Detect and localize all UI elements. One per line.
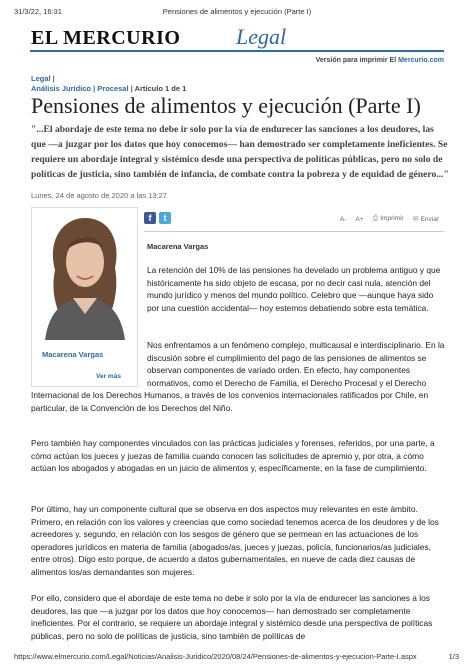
article-paragraph-1: La retención del 10% de las pensiones ha develado un problema antiguo y que históricamente ha sido objeto de escasa, por no decir casi nula, atención del mundo jurídico y menos del mundo político. Celebro que —aunque haya sido por una cuestión accidental— hoy estemos debatiendo sobre esta temática.: [147, 265, 441, 313]
author-photo: [33, 210, 134, 340]
send-button[interactable]: [413, 215, 439, 223]
print-version-prefix: Versión para imprimir El: [315, 57, 397, 64]
twitter-icon[interactable]: t: [159, 212, 171, 224]
send-label: Enviar: [420, 216, 440, 223]
print-button[interactable]: [373, 215, 404, 223]
author-more-link[interactable]: Ver más: [96, 373, 121, 380]
print-version-note: [316, 57, 444, 64]
section-logo[interactable]: Legal: [236, 24, 287, 49]
article-author: Macarena Vargas: [147, 242, 209, 251]
mail-icon: ✉: [412, 216, 419, 223]
author-card-name[interactable]: Macarena Vargas: [42, 350, 104, 359]
breadcrumb-path[interactable]: Análisis Jurídico | Procesal |: [31, 84, 133, 93]
article-lede: "...El abordaje de este tema no debe ir solo por la vía de endurecer las sanciones a los deudores, las que —a juzgar por los datos que hoy conocemos— han demostrado ser completamente ineficientes. Se requiere un abordaje integral y sistémico desde una perspectiva de políticas públicas, pero no solo de políticas de justicia, sino también de infancia, de combate contra la pobreza y de equidad de género...": [31, 124, 449, 180]
article-paragraph-5: Por ello, considero que el abordaje de este tema no debe ir solo por la vía de endurecer las sanciones a los deudores, las que —a juzgar por los datos que hoy conocemos— han demostrado ser completamente ineficientes. Por el contrario, se requiere un abordaje integral y sistémico desde una perspectiva de políticas públicas, pero no solo de políticas de justicia, sino también de políticas de: [31, 593, 433, 641]
facebook-icon[interactable]: f: [144, 212, 156, 224]
print-page-number: 1/3: [448, 652, 459, 661]
print-label: Imprimir: [380, 215, 404, 222]
article-paragraph-4: Por último, hay un componente cultural que se observa en dos aspectos muy relevantes en este ámbito. Primero, en relación con los valores y creencias que como sociedad tenemos acerca de los deudores y de los acreedores y, segundo, en relación con los sesgos de género que se permean en las actuaciones de los operadores jurídicos en materia de familia (abogados/as, jueces y juezas, policía, funcionarios/as judiciales, entre otros). Digo esto porque, de acuerdo a datos gubernamentales, en nueve de cada diez causas de alimentos los/as demandantes son mujeres.: [31, 504, 439, 577]
print-footer-url: https://www.elmercurio.com/Legal/Noticias/Analisis-Juridico/2020/08/24/Pensiones-de-alimentos-y-ejecucion-Parte-I.aspx: [14, 652, 417, 661]
printer-icon: ⎙: [372, 215, 379, 222]
font-increase-button[interactable]: A+: [355, 215, 364, 223]
article-paragraph-2: Nos enfrentamos a un fenómeno complejo, multicausal e interdisciplinario. En la discusión sobre el cumplimiento del pago de las pensiones de alimentos se observan componentes de variado orden. En efecto, hay componentes normativos, como el Derecho de Familia, el Derecho Procesal y el Derecho: [147, 340, 445, 388]
font-decrease-button[interactable]: A-: [340, 215, 347, 223]
breadcrumb-article-count: Artículo 1 de 1: [134, 84, 187, 93]
article-paragraph-3: Pero también hay componentes vinculados con las prácticas judiciales y forenses, referidos, por una parte, a cómo actúan los jueces y juezas de familia cuando conocen las solicitudes de apremio y, por otra, a cómo actúan los abogados y abogadas en un juicio de alimentos y, específicamente, en la fase de cumplimiento.: [31, 438, 435, 474]
article-toolbar: [340, 215, 439, 223]
print-version-link[interactable]: Mercurio.com: [398, 57, 444, 64]
article-paragraph-2-cont: Internacional de los Derechos Humanos, a través de los convenios internacionales ratificados por Chile, en particular, de la Convención de los Derechos del Niño.: [31, 390, 429, 413]
social-share: [144, 212, 171, 224]
brand-logo[interactable]: EL MERCURIO: [31, 27, 181, 49]
breadcrumb-section[interactable]: Legal |: [31, 74, 55, 83]
masthead-divider: [30, 50, 444, 52]
article-date: Lunes, 24 de agosto de 2020 a las 13:27: [31, 191, 167, 200]
toolbar-divider: [144, 231, 444, 232]
page-title: Pensiones de alimentos y ejecución (Parte I): [31, 93, 421, 118]
print-doc-title: Pensiones de alimentos y ejecución (Parte I): [162, 7, 312, 16]
print-datetime: 31/3/22, 16:31: [14, 7, 62, 16]
breadcrumb: [31, 74, 186, 94]
